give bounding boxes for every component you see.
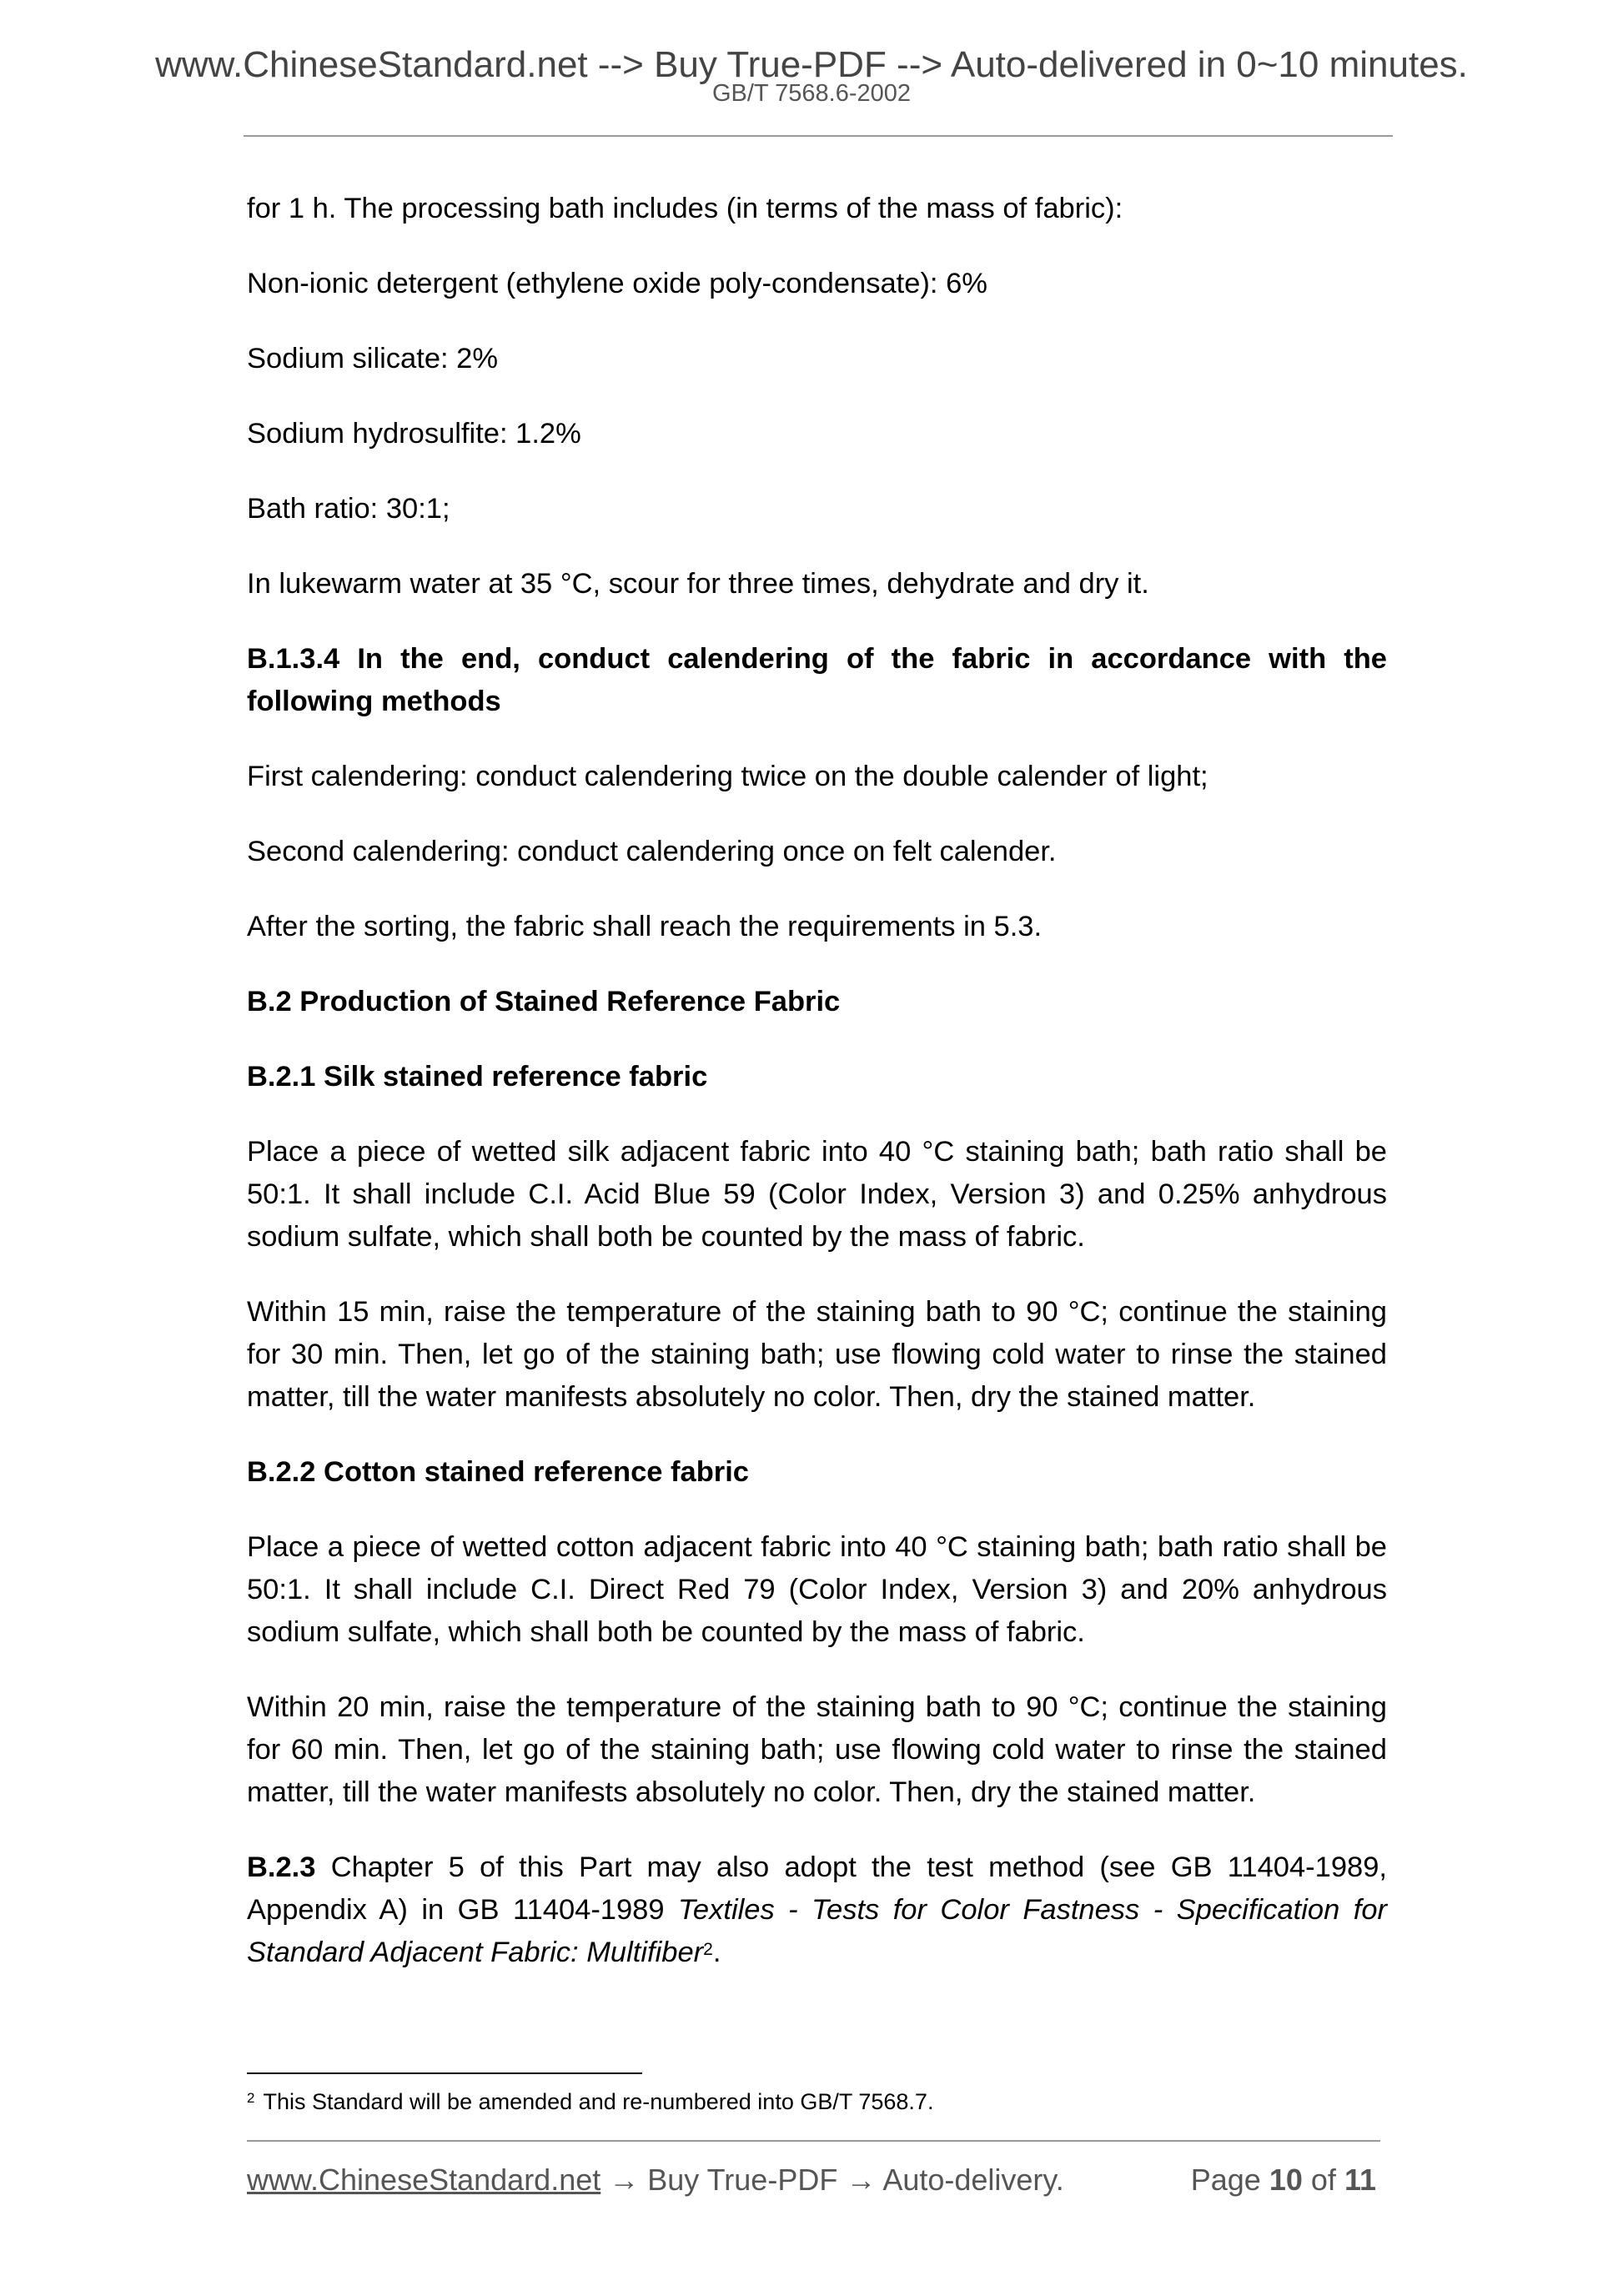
paragraph: Within 15 min, raise the temperature of the staining bath to 90 °C; continue the staining for 30 min. Then, let go of the staining bath; use flowing cold water to rinse the stained matter, till the water manifests absolutely no color. Then, dry the stained matter.	[247, 1296, 1387, 1413]
document-id: GB/T 7568.6-2002	[711, 80, 912, 107]
heading-text: B.2.2 Cotton stained reference fabric	[247, 1456, 749, 1488]
paragraph-text: Chapter 5 of this Part may also adopt the test method (see GB 11404-1989, Appendix A) in GB 11404-1989	[247, 1851, 1387, 1926]
paragraph-end: .	[712, 1937, 721, 1968]
footnote-divider	[247, 2072, 642, 2074]
footer-divider	[247, 2140, 1380, 2142]
paragraph: After the sorting, the fabric shall reach the requirements in 5.3.	[247, 911, 1043, 942]
heading-text: B.2.1 Silk stained reference fabric	[247, 1061, 708, 1093]
paragraph: Place a piece of wetted cotton adjacent fabric into 40 °C staining bath; bath ratio shall be 50:1. It shall include C.I. Direct Red 79 (Color Index, Version 3) and 20% anhydrous sodium sulfate, which shall both be counted by the mass of fabric.	[247, 1531, 1387, 1648]
footnote-mark: 2	[247, 2090, 255, 2106]
paragraph: In lukewarm water at 35 °C, scour for three times, dehydrate and dry it.	[247, 568, 1149, 600]
paragraph: for 1 h. The processing bath includes (in terms of the mass of fabric):	[247, 193, 1123, 224]
page-number	[1191, 2162, 1376, 2198]
paragraph: Within 20 min, raise the temperature of the staining bath to 90 °C; continue the staining for 60 min. Then, let go of the staining bath; use flowing cold water to rinse the stained matter, till the water manifests absolutely no color. Then, dry the stained matter.	[247, 1691, 1387, 1808]
footer-promo	[247, 2162, 1064, 2198]
page-label: Page	[1190, 2163, 1261, 2197]
section-heading	[247, 1451, 1387, 1494]
footer-promo-text: → Buy True-PDF → Auto-delivery.	[600, 2163, 1064, 2197]
paragraph: Place a piece of wetted silk adjacent fabric into 40 °C staining bath; bath ratio shall be 50:1. It shall include C.I. Acid Blue 59 (Color Index, Version 3) and 0.25% anhydrous sodium sulfate, which shall both be counted by the mass of fabric.	[247, 1136, 1387, 1253]
of-label: of	[1310, 2163, 1336, 2197]
heading-text: B.2 Production of Stained Reference Fabric	[247, 986, 841, 1017]
website-link[interactable]: www.ChineseStandard.net	[247, 2163, 601, 2197]
document-body	[247, 188, 1387, 2007]
footnote-reference[interactable]: 2	[703, 1940, 713, 1959]
paragraph: Second calendering: conduct calendering once on felt calender.	[247, 836, 1057, 867]
section-heading	[247, 638, 1387, 723]
page-footer	[247, 2162, 1376, 2198]
paragraph: Bath ratio: 30:1;	[247, 493, 450, 525]
heading-text: B.1.3.4 In the end, conduct calendering of the fabric in accordance with the following methods	[247, 643, 1387, 717]
footnote-text: This Standard will be amended and re-numbered into GB/T 7568.7.	[263, 2089, 934, 2114]
current-page: 10	[1269, 2163, 1303, 2197]
paragraph-b23	[247, 1846, 1387, 1974]
section-heading	[247, 1056, 1387, 1098]
header-banner: www.ChineseStandard.net --> Buy True-PDF --> Auto-delivered in 0~10 minutes.	[155, 44, 1468, 85]
clause-number: B.2.3	[247, 1851, 316, 1883]
paragraph: Sodium silicate: 2%	[247, 343, 499, 374]
paragraph: Non-ionic detergent (ethylene oxide poly-condensate): 6%	[247, 268, 987, 299]
standard-title: Textiles - Tests for Color Fastness - Specification for Standard Adjacent Fabric: Multifiber	[247, 1894, 1387, 1968]
paragraph: First calendering: conduct calendering twice on the double calender of light;	[247, 761, 1208, 792]
footnote	[247, 2088, 933, 2116]
header-divider	[244, 135, 1393, 137]
total-pages: 11	[1344, 2163, 1376, 2197]
paragraph: Sodium hydrosulfite: 1.2%	[247, 418, 581, 450]
section-heading	[247, 981, 1387, 1023]
